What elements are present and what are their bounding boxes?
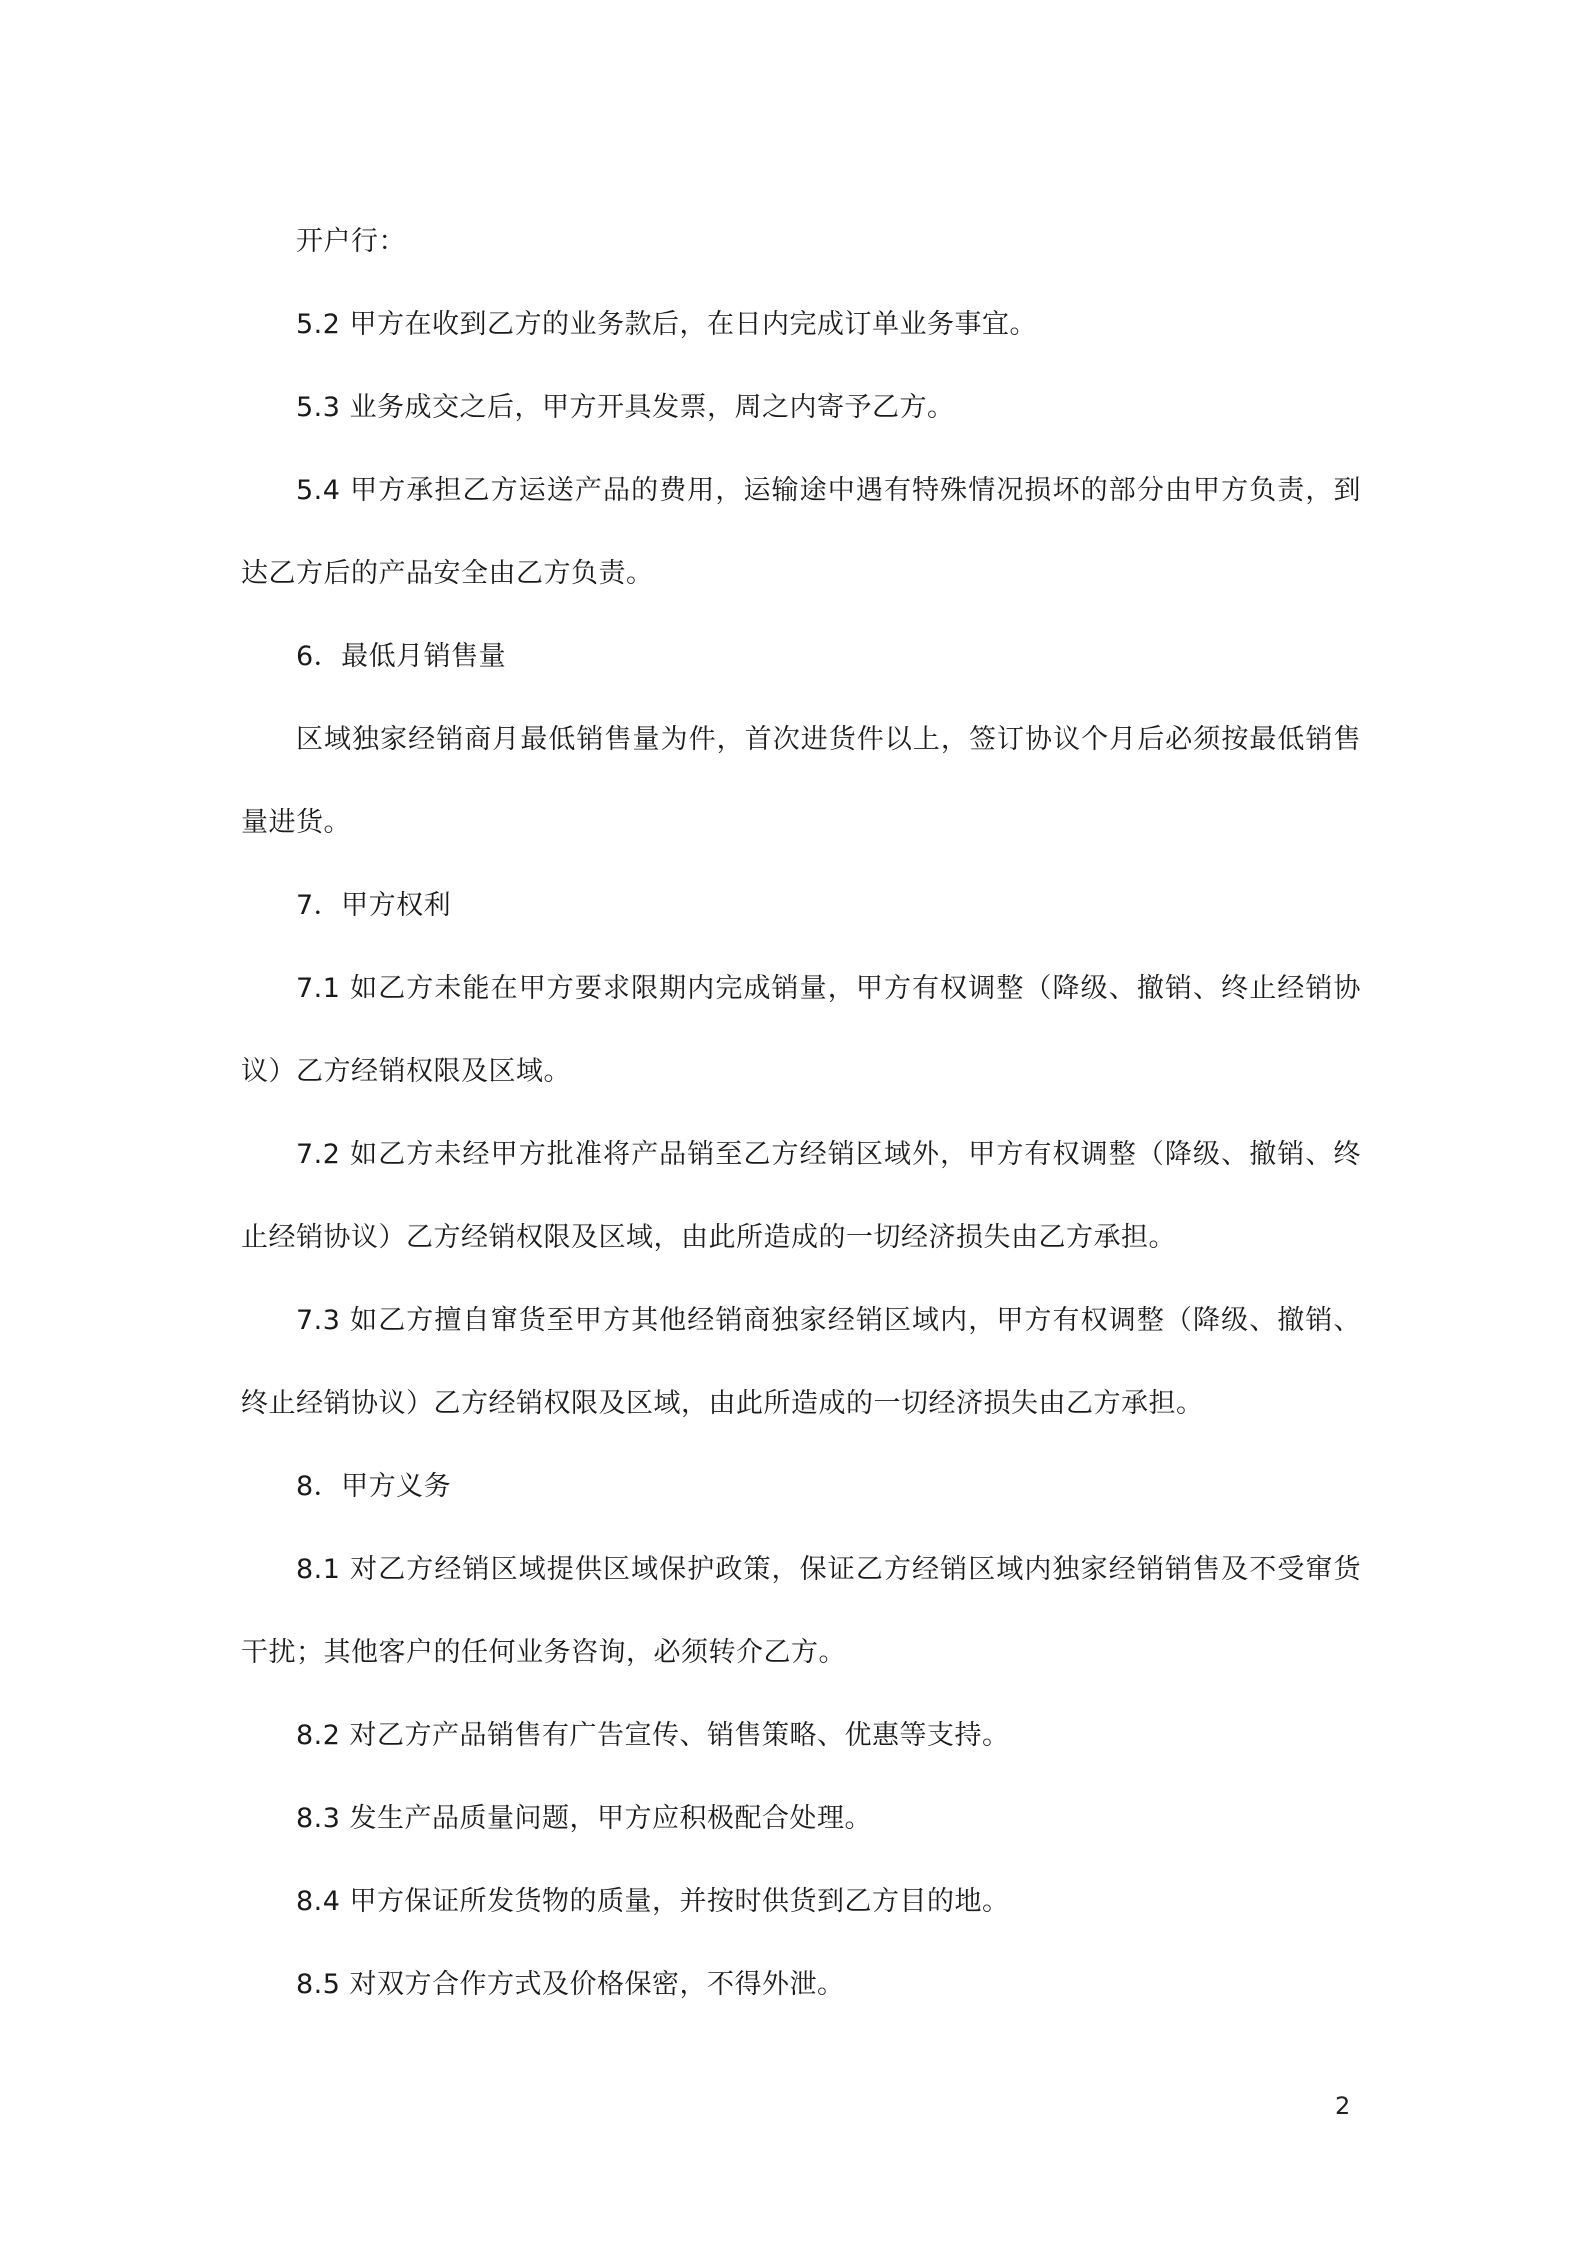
paragraph-8-3: 8.3 发生产品质量问题，甲方应积极配合处理。: [296, 1803, 873, 1834]
paragraph-7-3: 7.3 如乙方擅自窜货至甲方其他经销商独家经销区域内，甲方有权调整（降级、撤销、终止经销协议）乙方经销权限及区域，由此所造成的一切经济损失由乙方承担。: [241, 1305, 1361, 1419]
paragraph-8-1: 8.1 对乙方经销区域提供区域保护政策，保证乙方经销区域内独家经销销售及不受窜货干扰；其他客户的任何业务咨询，必须转介乙方。: [241, 1554, 1361, 1668]
page-number: 2: [1335, 2092, 1351, 2120]
paragraph-8-5: 8.5 对双方合作方式及价格保密，不得外泄。: [296, 1969, 845, 2000]
heading-8: 8．甲方义务: [296, 1471, 452, 1502]
paragraph-5-3: 5.3 业务成交之后，甲方开具发票，周之内寄予乙方。: [296, 392, 955, 423]
paragraph-bank: 开户行：: [296, 226, 406, 257]
paragraph-5-2: 5.2 甲方在收到乙方的业务款后，在日内完成订单业务事宜。: [296, 309, 1038, 340]
paragraph-5-4: 5.4 甲方承担乙方运送产品的费用，运输途中遇有特殊情况损坏的部分由甲方负责，到达乙方后的产品安全由乙方负责。: [241, 475, 1361, 589]
paragraph-7-1: 7.1 如乙方未能在甲方要求限期内完成销量，甲方有权调整（降级、撤销、终止经销协议）乙方经销权限及区域。: [241, 973, 1361, 1087]
paragraph-8-4: 8.4 甲方保证所发货物的质量，并按时供货到乙方目的地。: [296, 1886, 1010, 1917]
paragraph-8-2: 8.2 对乙方产品销售有广告宣传、销售策略、优惠等支持。: [296, 1720, 1010, 1751]
paragraph-7-2: 7.2 如乙方未经甲方批准将产品销至乙方经销区域外，甲方有权调整（降级、撤销、终止经销协议）乙方经销权限及区域，由此所造成的一切经济损失由乙方承担。: [241, 1139, 1361, 1253]
paragraph-6-body: 区域独家经销商月最低销售量为件，首次进货件以上，签订协议个月后必须按最低销售量进货。: [241, 724, 1361, 838]
heading-7: 7．甲方权利: [296, 890, 452, 921]
document-body: [241, 200, 1361, 2026]
heading-6: 6．最低月销售量: [296, 641, 507, 672]
